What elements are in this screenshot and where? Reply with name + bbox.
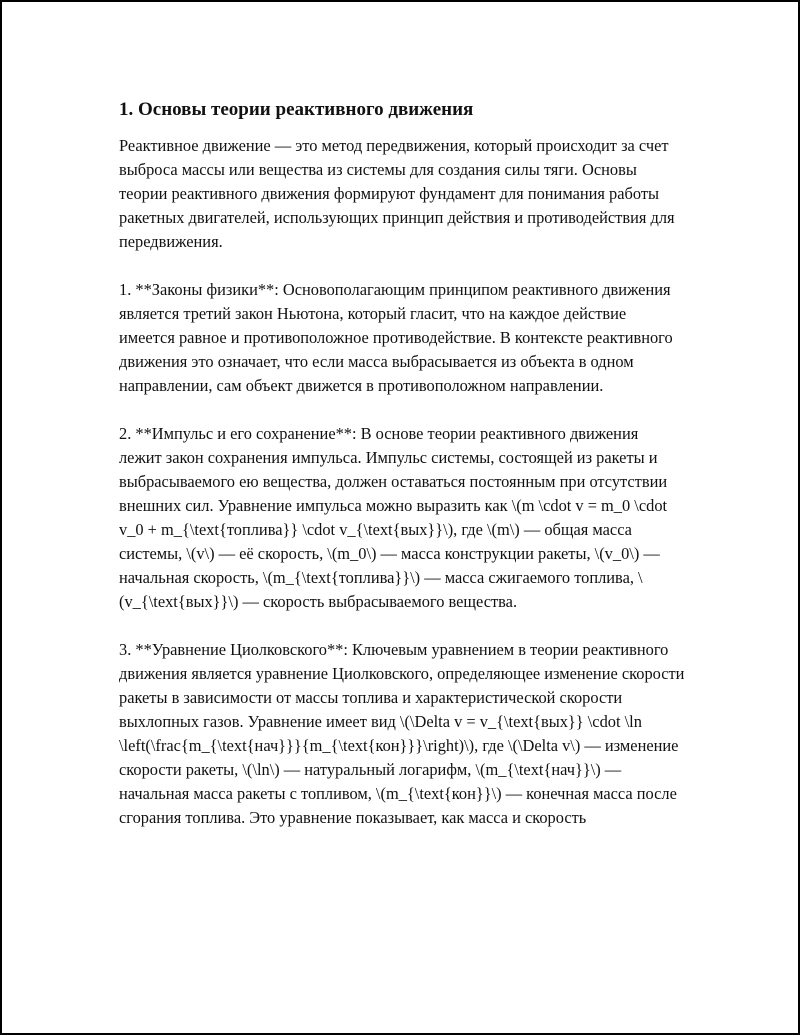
momentum-paragraph: 2. **Импульс и его сохранение**: В основе теории реактивного движения лежит закон сохранения импульса. Импульс системы, состоящей из ракеты и выбрасываемого ею вещества, должен оставаться постоянным при отсутствии внешних сил. Уравнение импульса можно выразить как \(m \cdot v = m_0 \cdot v_0 + m_{\text{топлива}} \cdot v_{\text{вых}}\), где \(m\) — общая масса системы, \(v\) — её скорость, \(m_0\) — масса конструкции ракеты, \(v_0\) — начальная скорость, \(m_{\text{топлива}}\) — масса сжигаемого топлива, \(v_{\text{вых}}\) — скорость выбрасываемого вещества. <box>119 424 668 611</box>
tsiolkovsky-paragraph: 3. **Уравнение Циолковского**: Ключевым уравнением в теории реактивного движения является уравнение Циолковского, определяющее изменение скорости ракеты в зависимости от массы топлива и характеристической скорости выхлопных газов. Уравнение имеет вид \(\Delta v = v_{\text{вых}} \cdot \ln \left(\frac{m_{\text{нач}}}{m_{\text{кон}}}\right)\), где \(\Delta v\) — изменение скорости ракеты, \(\ln\) — натуральный логарифм, \(m_{\text{нач}}\) — начальная масса ракеты с топливом, \(m_{\text{кон}}\) — конечная масса после сгорания топлива. Это уравнение показывает, как масса и скорость <box>119 640 685 827</box>
intro-paragraph: Реактивное движение — это метод передвижения, который происходит за счет выброса массы или вещества из системы для создания силы тяги. Основы теории реактивного движения формируют фундамент для понимания работы ракетных двигателей, использующих принцип действия и противодействия для передвижения. <box>119 136 675 251</box>
physics-laws-paragraph: 1. **Законы физики**: Основополагающим принципом реактивного движения является третий закон Ньютона, который гласит, что на каждое действие имеется равное и противоположное противодействие. В контексте реактивного движения это означает, что если масса выбрасывается из объекта в одном направлении, сам объект движется в противоположном направлении. <box>119 280 673 395</box>
section-heading: 1. Основы теории реактивного движения <box>119 99 474 120</box>
document-content <box>119 98 685 854</box>
